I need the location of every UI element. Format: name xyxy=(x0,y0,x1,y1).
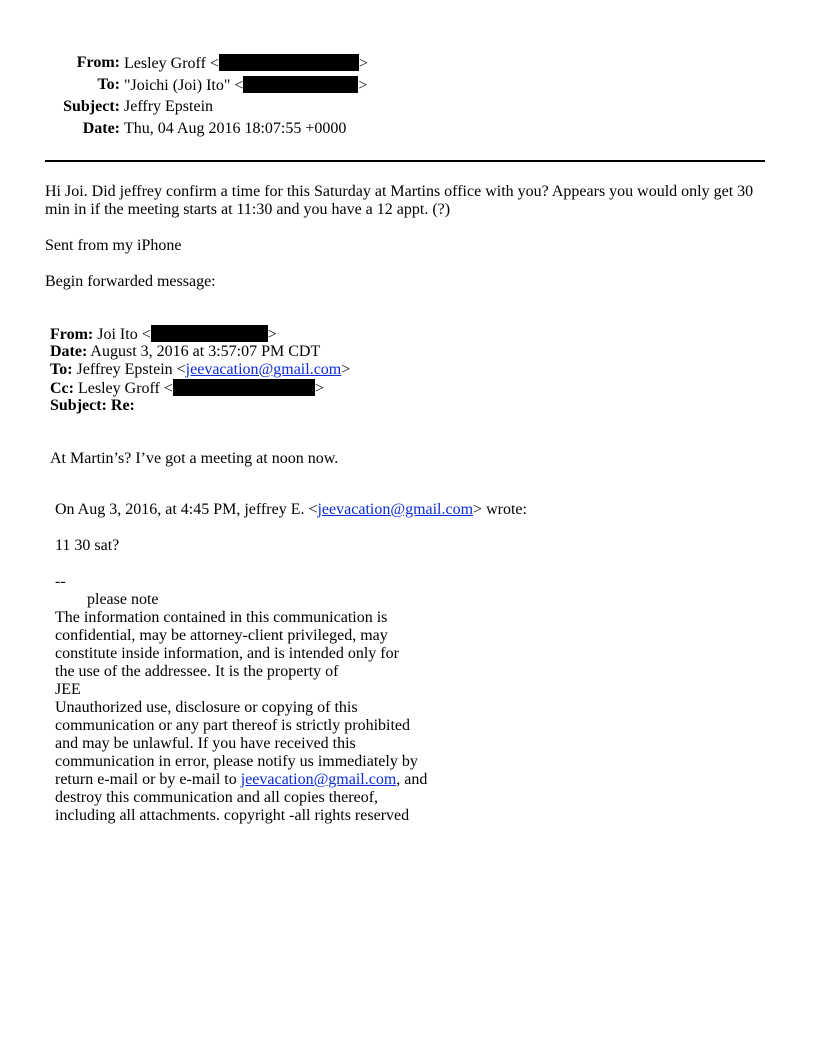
disclaimer-line: and may be unlawful. If you have received this xyxy=(55,735,356,752)
forwarded-cc-close: > xyxy=(314,380,324,397)
header-to-name: "Joichi (Joi) Ito" < xyxy=(124,77,244,94)
quoted-message: 11 30 sat? xyxy=(55,537,120,554)
disclaimer-line: constitute inside information, and is intended only for xyxy=(55,645,399,662)
forwarded-to-name: Jeffrey Epstein < xyxy=(72,361,186,378)
disclaimer-email-link[interactable]: jeevacation@gmail.com xyxy=(240,771,397,788)
header-from-value xyxy=(124,54,368,73)
forwarded-reply-text: At Martin’s? I’ve got a meeting at noon now. xyxy=(50,450,339,467)
forwarded-cc-label: Cc: xyxy=(50,380,74,397)
header-date-value: Thu, 04 Aug 2016 18:07:55 +0000 xyxy=(124,120,347,137)
forwarded-from xyxy=(50,325,277,344)
forwarded-from-name: Joi Ito < xyxy=(93,326,151,343)
forwarded-subject-value: Re: xyxy=(106,397,135,414)
quoted-intro xyxy=(55,501,527,519)
forwarded-from-label: From: xyxy=(50,326,94,343)
disclaimer-line: communication or any part thereof is strictly prohibited xyxy=(55,717,411,734)
disclaimer-return-post: , and xyxy=(396,771,428,788)
forwarded-to-close: > xyxy=(341,361,351,378)
disclaimer-line: including all attachments. copyright -all rights reserved xyxy=(55,807,410,824)
begin-forwarded-label: Begin forwarded message: xyxy=(45,273,216,290)
header-subject-value: Jeffry Epstein xyxy=(124,98,214,115)
quoted-intro-post: > wrote: xyxy=(473,501,527,518)
forwarded-cc xyxy=(50,379,324,398)
forwarded-to-email-link[interactable]: jeevacation@gmail.com xyxy=(185,361,342,378)
header-from-close: > xyxy=(358,55,368,72)
disclaimer-line: the use of the addressee. It is the property of xyxy=(55,663,339,680)
header-from-name: Lesley Groff < xyxy=(124,55,219,72)
forwarded-date-label: Date: xyxy=(50,343,88,360)
body-line-2: min in if the meeting starts at 11:30 and you have a 12 appt. (?) xyxy=(45,201,451,218)
forwarded-to-label: To: xyxy=(50,361,73,378)
forwarded-to xyxy=(50,361,350,379)
quoted-intro-pre: On Aug 3, 2016, at 4:45 PM, jeffrey E. < xyxy=(55,501,318,518)
disclaimer-line: destroy this communication and all copies thereof, xyxy=(55,789,379,806)
redaction-block xyxy=(151,325,268,342)
header-from-label: From: xyxy=(76,54,120,71)
header-to-label: To: xyxy=(97,76,120,93)
header-subject-label: Subject: xyxy=(63,98,120,115)
quoted-intro-email-link[interactable]: jeevacation@gmail.com xyxy=(317,501,474,518)
signature-dashes: -- xyxy=(55,573,66,590)
disclaimer-line: The information contained in this communication is xyxy=(55,609,388,626)
forwarded-from-close: > xyxy=(267,326,277,343)
forwarded-cc-name: Lesley Groff < xyxy=(73,380,173,397)
forwarded-date xyxy=(50,343,320,361)
header-to-close: > xyxy=(358,77,368,94)
sent-from-signature: Sent from my iPhone xyxy=(45,237,182,254)
disclaimer-line: Unauthorized use, disclosure or copying of this xyxy=(55,699,358,716)
header-divider xyxy=(45,160,765,162)
forwarded-subject-label: Subject: xyxy=(50,397,107,414)
redaction-block xyxy=(243,76,358,93)
forwarded-date-value: August 3, 2016 at 3:57:07 PM CDT xyxy=(87,343,321,360)
please-note: please note xyxy=(87,591,159,608)
disclaimer-return-pre: return e-mail or by e-mail to xyxy=(55,771,241,788)
disclaimer-return-line xyxy=(55,771,427,789)
forwarded-subject xyxy=(50,397,135,415)
header-to-value xyxy=(124,76,367,95)
header-date-label: Date: xyxy=(82,120,120,137)
disclaimer-line: confidential, may be attorney-client privileged, may xyxy=(55,627,388,644)
redaction-block xyxy=(219,54,359,71)
disclaimer-line: JEE xyxy=(55,681,81,698)
body-line-1: Hi Joi. Did jeffrey confirm a time for this Saturday at Martins office with you? Appears you would only get 30 xyxy=(45,183,754,200)
disclaimer-line: communication in error, please notify us immediately by xyxy=(55,753,418,770)
redaction-block xyxy=(173,379,315,396)
